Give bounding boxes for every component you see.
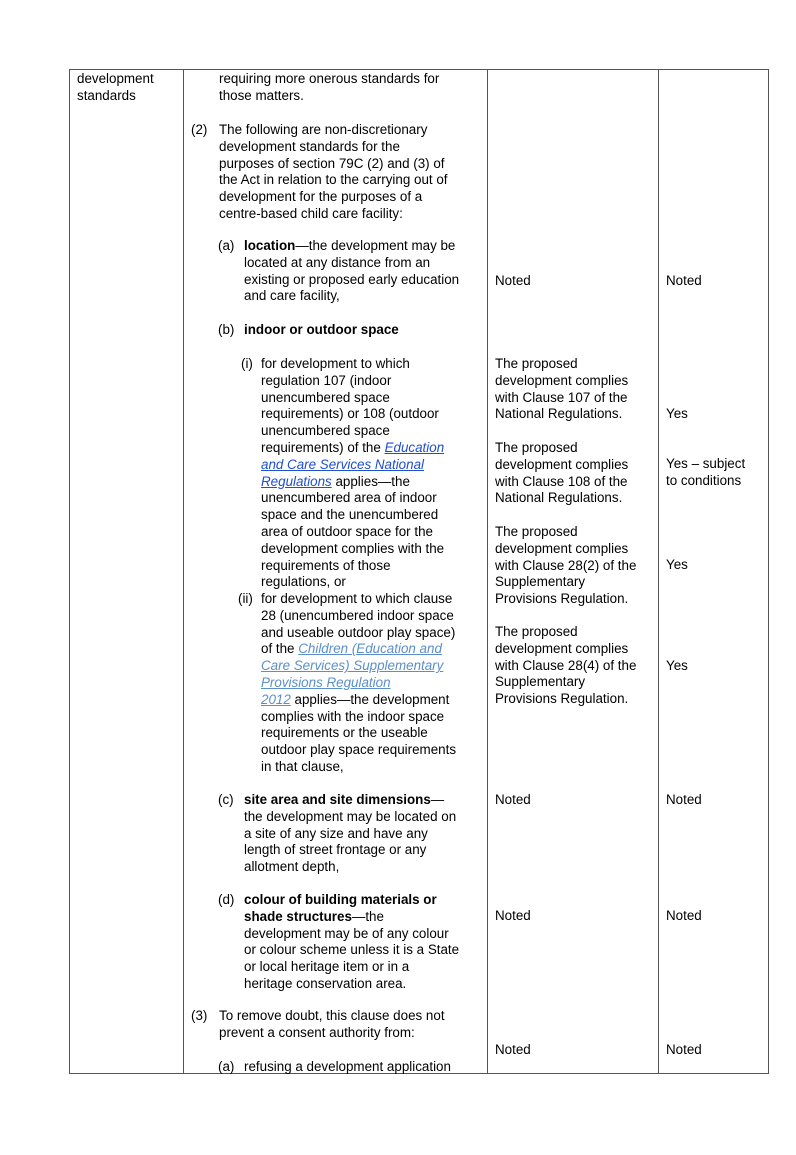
item-d-text: colour of building materials or shade structures—the development may be of any colour or colour scheme unless it is a State or local heritage item or in a heritage conservation area. — [244, 892, 460, 991]
comment-cell: Noted — [495, 1042, 531, 1057]
comment-cell: Noted — [495, 908, 531, 923]
regulation-link[interactable]: Children (Education and — [298, 641, 442, 657]
subitem-ii-text: for development to which clause 28 (unencumbered indoor space and useable outdoor play space) of the Children (Education and Care Services) Supplementary Provisions Regulation 2012 applies—the development complies with the indoor space requirements or the useable outdoor play space requirements in that clause, — [261, 591, 457, 774]
regulation-link[interactable]: Provisions Regulation — [261, 674, 391, 690]
item-number: (d) — [218, 892, 235, 907]
regulation-link[interactable]: Regulations — [261, 473, 332, 489]
compliance-cell: Yes – subject to conditions — [666, 456, 746, 488]
column-divider — [183, 70, 184, 1073]
clause-3-text: To remove doubt, this clause does not prevent a consent authority from: — [219, 1008, 445, 1040]
item-c-text: site area and site dimensions— the development may be located on a site of any size and have any length of street frontage or any allotment depth, — [244, 792, 457, 875]
compliance-cell: Yes — [666, 557, 688, 572]
item-a-text: location—the development may be located at any distance from an existing or proposed early education and care facility, — [244, 238, 460, 304]
regulation-link[interactable]: 2012 — [261, 691, 291, 707]
subitem-number: (ii) — [238, 591, 253, 606]
intro-continuation: requiring more onerous standards for those matters. — [219, 71, 440, 103]
comment-cell: Noted — [495, 792, 531, 807]
clause-number: (3) — [191, 1008, 208, 1023]
item-b-term: indoor or outdoor space — [244, 322, 399, 337]
row-heading: development standards — [77, 71, 154, 103]
subitem-i-text: for development to which regulation 107 (indoor unencumbered space requirements) or 108 (outdoor unencumbered space requirements) of the Education and Care Services National Regulations applies—the unencumbered area of indoor space and the unencumbered area of outdoor space for the development complies with the requirements of those regulations, or — [261, 356, 445, 590]
regulation-link[interactable]: and Care Services National — [261, 456, 425, 472]
item-number: (c) — [218, 792, 234, 807]
subitem-number: (i) — [241, 356, 253, 371]
comment-cell: The proposed development complies with Clause 107 of the National Regulations. — [495, 356, 629, 422]
comment-cell: Noted — [495, 273, 531, 288]
clause-2-text: The following are non-discretionary development standards for the purposes of section 79C (2) and (3) of the Act in relation to the carrying out of development for the purposes of a centre-based child care facility: — [219, 122, 448, 221]
item-number: (a) — [218, 238, 235, 253]
item-number: (a) — [218, 1059, 235, 1074]
comment-cell: The proposed development complies with Clause 108 of the National Regulations. — [495, 440, 629, 506]
item-3a-text: refusing a development application — [244, 1059, 451, 1074]
compliance-cell: Noted — [666, 1042, 702, 1057]
column-divider — [487, 70, 488, 1073]
compliance-cell: Noted — [666, 908, 702, 923]
comment-cell: The proposed development complies with Clause 28(2) of the Supplementary Provisions Regulation. — [495, 524, 637, 607]
compliance-cell: Yes — [666, 658, 688, 673]
compliance-cell: Noted — [666, 792, 702, 807]
comment-cell: The proposed development complies with Clause 28(4) of the Supplementary Provisions Regulation. — [495, 624, 637, 707]
regulation-link[interactable]: Education — [384, 439, 445, 455]
compliance-cell: Yes — [666, 406, 688, 421]
column-divider — [658, 70, 659, 1073]
regulation-link[interactable]: Care Services) Supplementary — [261, 658, 444, 674]
item-number: (b) — [218, 322, 235, 337]
clause-number: (2) — [191, 122, 208, 137]
compliance-cell: Noted — [666, 273, 702, 288]
